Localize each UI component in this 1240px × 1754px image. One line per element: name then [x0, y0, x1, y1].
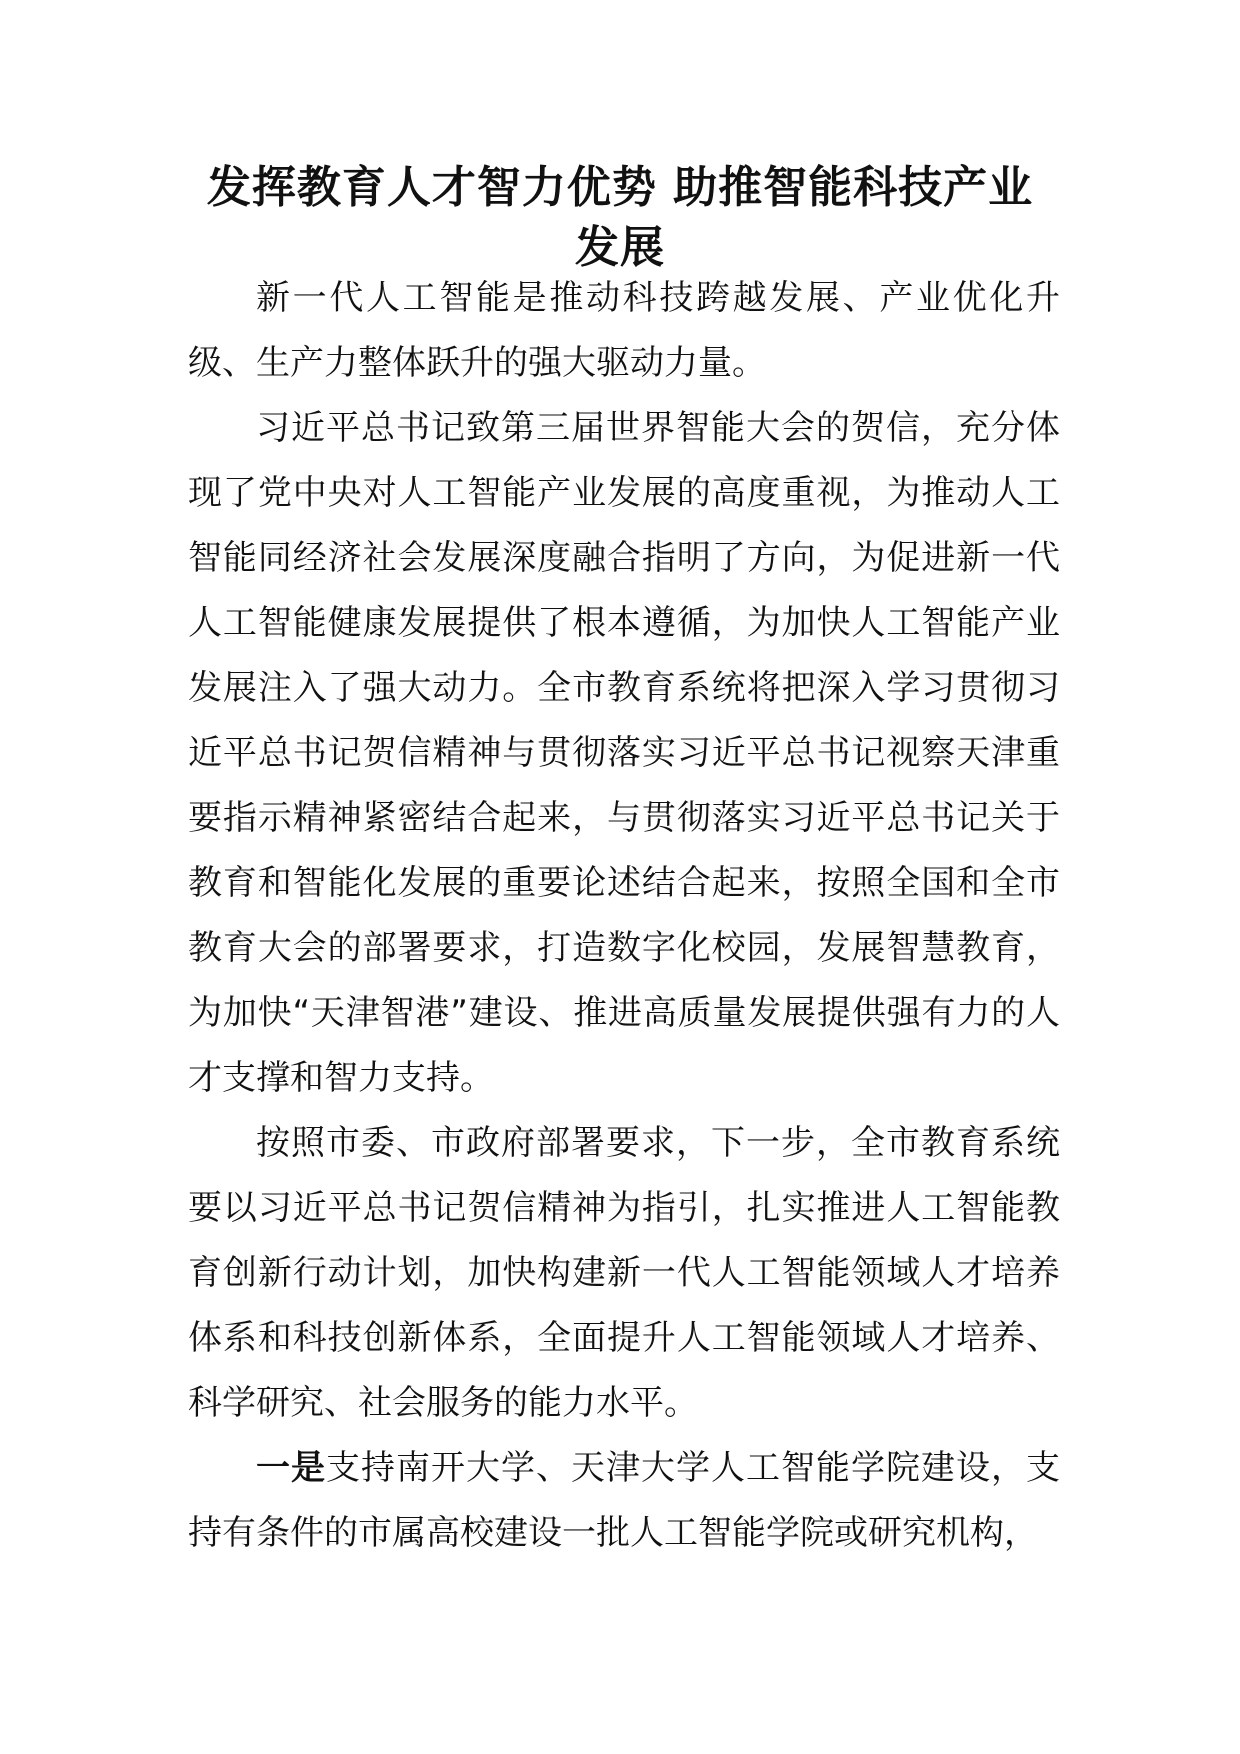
paragraph-2: 习近平总书记致第三届世界智能大会的贺信，充分体现了党中央对人工智能产业发展的高度重视，为推动人工智能同经济社会发展深度融合指明了方向，为促进新一代人工智能健康发展提供了根本遵循，为加快人工智能产业发展注入了强大动力。全市教育系统将把深入学习贯彻习近平总书记贺信精神与贯彻落实习近平总书记视察天津重要指示精神紧密结合起来，与贯彻落实习近平总书记关于教育和智能化发展的重要论述结合起来，按照全国和全市教育大会的部署要求，打造数字化校园，发展智慧教育，为加快“天津智港”建设、推进高质量发展提供强有力的人才支撑和智力支持。: [188, 408, 1060, 1098]
document-body: [188, 266, 1060, 1566]
document-title-line-1: 发挥教育人才智力优势 助推智能科技产业: [206, 162, 1034, 213]
paragraph-4-text: 支持南开大学、天津大学人工智能学院建设，支持有条件的市属高校建设一批人工智能学院或研究机构，: [188, 1448, 1060, 1553]
paragraph-4-lead: 一是: [256, 1448, 326, 1488]
document-title-line-2: 发展: [575, 222, 665, 273]
paragraph-3: 按照市委、市政府部署要求，下一步，全市教育系统要以习近平总书记贺信精神为指引，扎实推进人工智能教育创新行动计划，加快构建新一代人工智能领域人才培养体系和科技创新体系，全面提升人工智能领域人才培养、科学研究、社会服务的能力水平。: [188, 1123, 1060, 1423]
paragraph-1: 新一代人工智能是推动科技跨越发展、产业优化升级、生产力整体跃升的强大驱动力量。: [188, 278, 1060, 383]
paragraph-4: [188, 1436, 1060, 1566]
document-title: [160, 158, 1080, 278]
